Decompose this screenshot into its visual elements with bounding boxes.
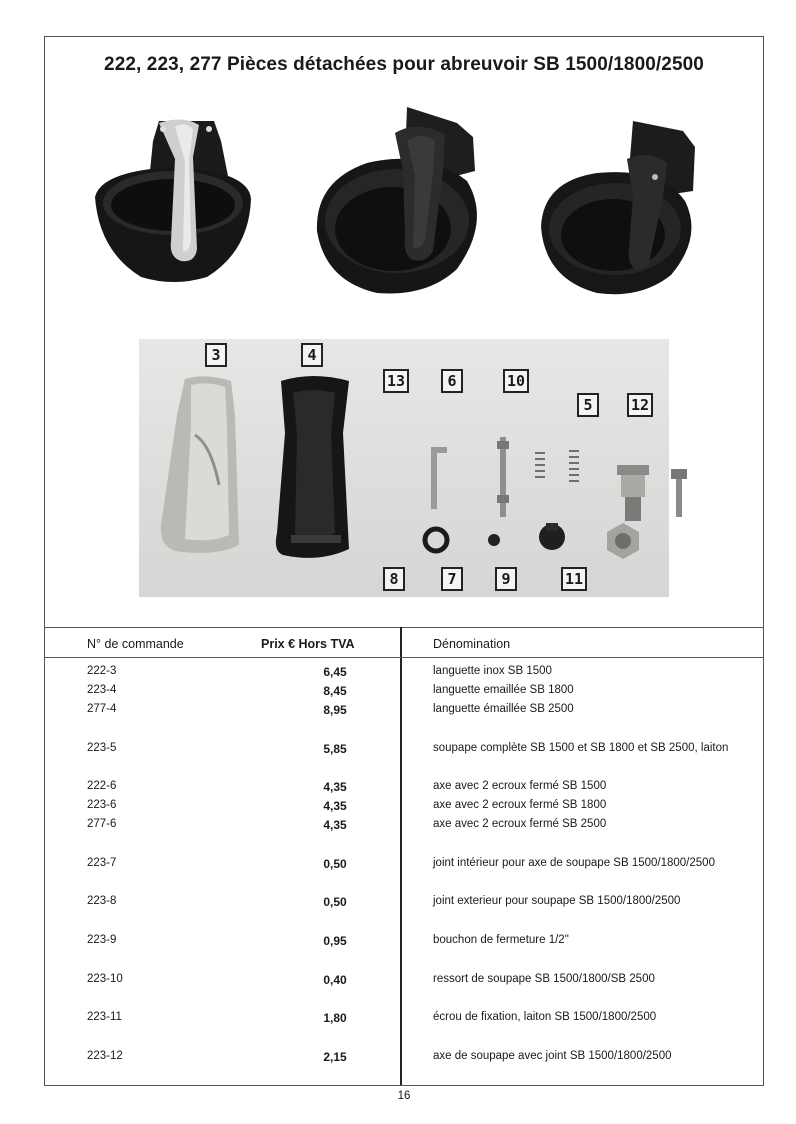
- part-tag-6: 6: [441, 369, 463, 393]
- threaded-axle-part: [491, 435, 515, 519]
- part-tag-8: 8: [383, 567, 405, 591]
- denomination-cell: languette émaillée SB 2500: [433, 703, 574, 715]
- price-cell: 6,45: [323, 665, 347, 679]
- header-price: Prix € Hors TVA: [261, 637, 355, 651]
- table-row: [45, 703, 763, 722]
- order-number-cell: 223-7: [87, 857, 117, 869]
- part-tag-12: 12: [627, 393, 653, 417]
- order-number-cell: 223-5: [87, 742, 117, 754]
- order-number-cell: 223-9: [87, 934, 117, 946]
- seal-ring-part: [421, 525, 451, 555]
- closing-cap-part: [535, 519, 569, 553]
- denomination-cell: écrou de fixation, laiton SB 1500/1800/2500: [433, 1011, 657, 1023]
- l-pin-part: [425, 443, 455, 513]
- table-row: [45, 684, 763, 703]
- order-number-cell: 277-4: [87, 703, 117, 715]
- table-row: [45, 818, 763, 837]
- price-cell: 4,35: [323, 780, 347, 794]
- part-tag-11: 11: [561, 567, 587, 591]
- table-row: [45, 799, 763, 818]
- price-cell: 0,50: [323, 895, 347, 909]
- denomination-cell: joint intérieur pour axe de soupape SB 1500/1800/2500: [433, 857, 715, 869]
- table-row: [45, 742, 763, 761]
- fixing-nut-part: [603, 521, 643, 561]
- table-top-rule: [45, 627, 763, 628]
- page-title: 222, 223, 277 Pièces détachées pour abreuvoir SB 1500/1800/2500: [104, 54, 704, 75]
- stainless-tongue-part: [155, 375, 245, 555]
- valve-part: [613, 463, 653, 525]
- drinking-bowl-sb1800-image: [307, 101, 497, 301]
- price-cell: 0,40: [323, 973, 347, 987]
- price-cell: 4,35: [323, 799, 347, 813]
- drinking-bowl-sb2500-image: [533, 117, 713, 302]
- part-tag-3: 3: [205, 343, 227, 367]
- enamelled-tongue-part: [269, 373, 359, 563]
- table-row: [45, 973, 763, 992]
- table-row: [45, 1011, 763, 1030]
- price-cell: 8,95: [323, 703, 347, 717]
- denomination-cell: languette emaillée SB 1800: [433, 684, 574, 696]
- table-row: [45, 857, 763, 876]
- order-number-cell: 223-11: [87, 1011, 122, 1023]
- price-cell: 2,15: [323, 1050, 347, 1064]
- springs-part: [531, 447, 591, 487]
- page-number: 16: [397, 1090, 411, 1102]
- part-tag-10: 10: [503, 369, 529, 393]
- order-number-cell: 277-6: [87, 818, 117, 830]
- table-row: [45, 895, 763, 914]
- denomination-cell: soupape complète SB 1500 et SB 1800 et SB 2500, laiton: [433, 742, 729, 754]
- price-cell: 5,85: [323, 742, 347, 756]
- header-order-number: N° de commande: [87, 637, 184, 651]
- part-tag-7: 7: [441, 567, 463, 591]
- order-number-cell: 223-12: [87, 1050, 123, 1062]
- catalog-page-frame: [44, 36, 764, 1102]
- order-number-cell: 223-8: [87, 895, 117, 907]
- spare-parts-photo: [139, 339, 669, 597]
- order-number-cell: 223-6: [87, 799, 117, 811]
- denomination-cell: axe avec 2 ecroux fermé SB 1500: [433, 780, 607, 792]
- denomination-cell: bouchon de fermeture 1/2": [433, 934, 569, 946]
- price-cell: 0,95: [323, 934, 347, 948]
- part-tag-4: 4: [301, 343, 323, 367]
- part-tag-13: 13: [383, 369, 409, 393]
- price-cell: 1,80: [323, 1011, 347, 1025]
- valve-axle-part: [669, 467, 689, 519]
- order-number-cell: 223-4: [87, 684, 117, 696]
- table-row: [45, 934, 763, 953]
- header-rule: [45, 657, 763, 658]
- header-denomination: Dénomination: [433, 637, 511, 651]
- table-row: [45, 1050, 763, 1069]
- order-number-cell: 223-10: [87, 973, 123, 985]
- table-row: [45, 780, 763, 799]
- price-cell: 0,50: [323, 857, 347, 871]
- denomination-cell: axe de soupape avec joint SB 1500/1800/2500: [433, 1050, 672, 1062]
- order-number-cell: 222-3: [87, 665, 117, 677]
- price-cell: 8,45: [323, 684, 347, 698]
- denomination-cell: axe avec 2 ecroux fermé SB 2500: [433, 818, 607, 830]
- price-cell: 4,35: [323, 818, 347, 832]
- denomination-cell: joint exterieur pour soupape SB 1500/1800/2500: [433, 895, 681, 907]
- part-tag-5: 5: [577, 393, 599, 417]
- small-seal-part: [485, 531, 503, 549]
- part-tag-9: 9: [495, 567, 517, 591]
- drinking-bowl-sb1500-image: [89, 101, 259, 291]
- order-number-cell: 222-6: [87, 780, 117, 792]
- denomination-cell: ressort de soupape SB 1500/1800/SB 2500: [433, 973, 655, 985]
- denomination-cell: languette inox SB 1500: [433, 665, 552, 677]
- table-row: [45, 665, 763, 684]
- denomination-cell: axe avec 2 ecroux fermé SB 1800: [433, 799, 607, 811]
